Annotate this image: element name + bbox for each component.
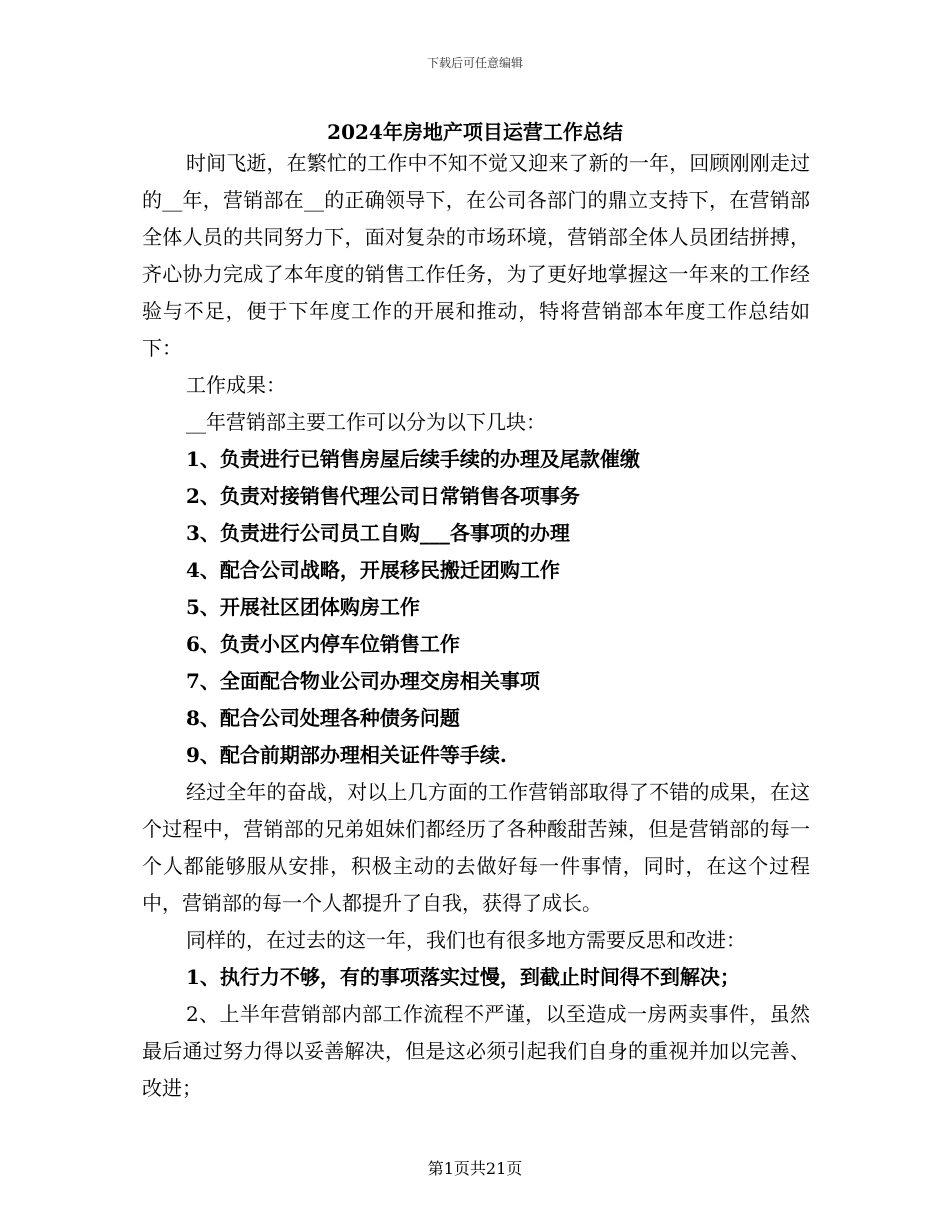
work-item: 1、负责进行已销售房屋后续手续的办理及尾款催缴: [186, 447, 640, 471]
header-note: 下载后可任意编辑: [426, 56, 523, 70]
issue-item: 1、执行力不够，有的事项落实过慢，到截止时间得不到解决；: [186, 965, 740, 989]
work-item: 9、配合前期部办理相关证件等手续.: [186, 743, 507, 767]
intro-paragraph: 时间飞逝，在繁忙的工作中不知不觉又迎来了新的一年，回顾刚刚走过的__年，营销部在__的正确领导下，在公司各部门的鼎立支持下，在营销部全体人员的共同努力下，面对复杂的市场环境，营销部全体人员团结拼搏，齐心协力完成了本年度的销售工作任务，为了更好地掌握这一年来的工作经验与不足，便于下年度工作的开展和推动，特将营销部本年度工作总结如下：: [142, 151, 810, 360]
work-item: 3、负责进行公司员工自购___各事项的办理: [186, 521, 570, 545]
work-item-list: [142, 441, 810, 774]
document-body: [142, 145, 810, 1107]
work-item: 7、全面配合物业公司办理交房相关事项: [186, 669, 540, 693]
work-item: 6、负责小区内停车位销售工作: [186, 632, 460, 656]
work-lead: __年营销部主要工作可以分为以下几块：: [186, 410, 546, 434]
work-item: 5、开展社区团体购房工作: [186, 595, 420, 619]
results-paragraph: 经过全年的奋战，对以上几方面的工作营销部取得了不错的成果，在这个过程中，营销部的兄弟姐妹们都经历了各种酸甜苦辣，但是营销部的每一个人都能够服从安排，积极主动的去做好每一件事情，同时，在这个过程中，营销部的每一个人都提升了自我，获得了成长。: [142, 780, 810, 915]
work-item: 2、负责对接销售代理公司日常销售各项事务: [186, 484, 580, 508]
work-item: 4、配合公司战略，开展移民搬迁团购工作: [186, 558, 560, 582]
reflection-lead: 同样的，在过去的这一年，我们也有很多地方需要反思和改进：: [186, 928, 746, 952]
section-label: 工作成果：: [186, 373, 286, 397]
issue-item: 2、上半年营销部内部工作流程不严谨，以至造成一房两卖事件，虽然最后通过努力得以妥善解决，但是这必须引起我们自身的重视并加以完善、改进；: [142, 1002, 810, 1100]
work-item: 8、配合公司处理各种债务问题: [186, 706, 460, 730]
page-footer: 第1页共21页: [427, 1159, 523, 1178]
document-title: 2024年房地产项目运营工作总结: [327, 120, 623, 144]
